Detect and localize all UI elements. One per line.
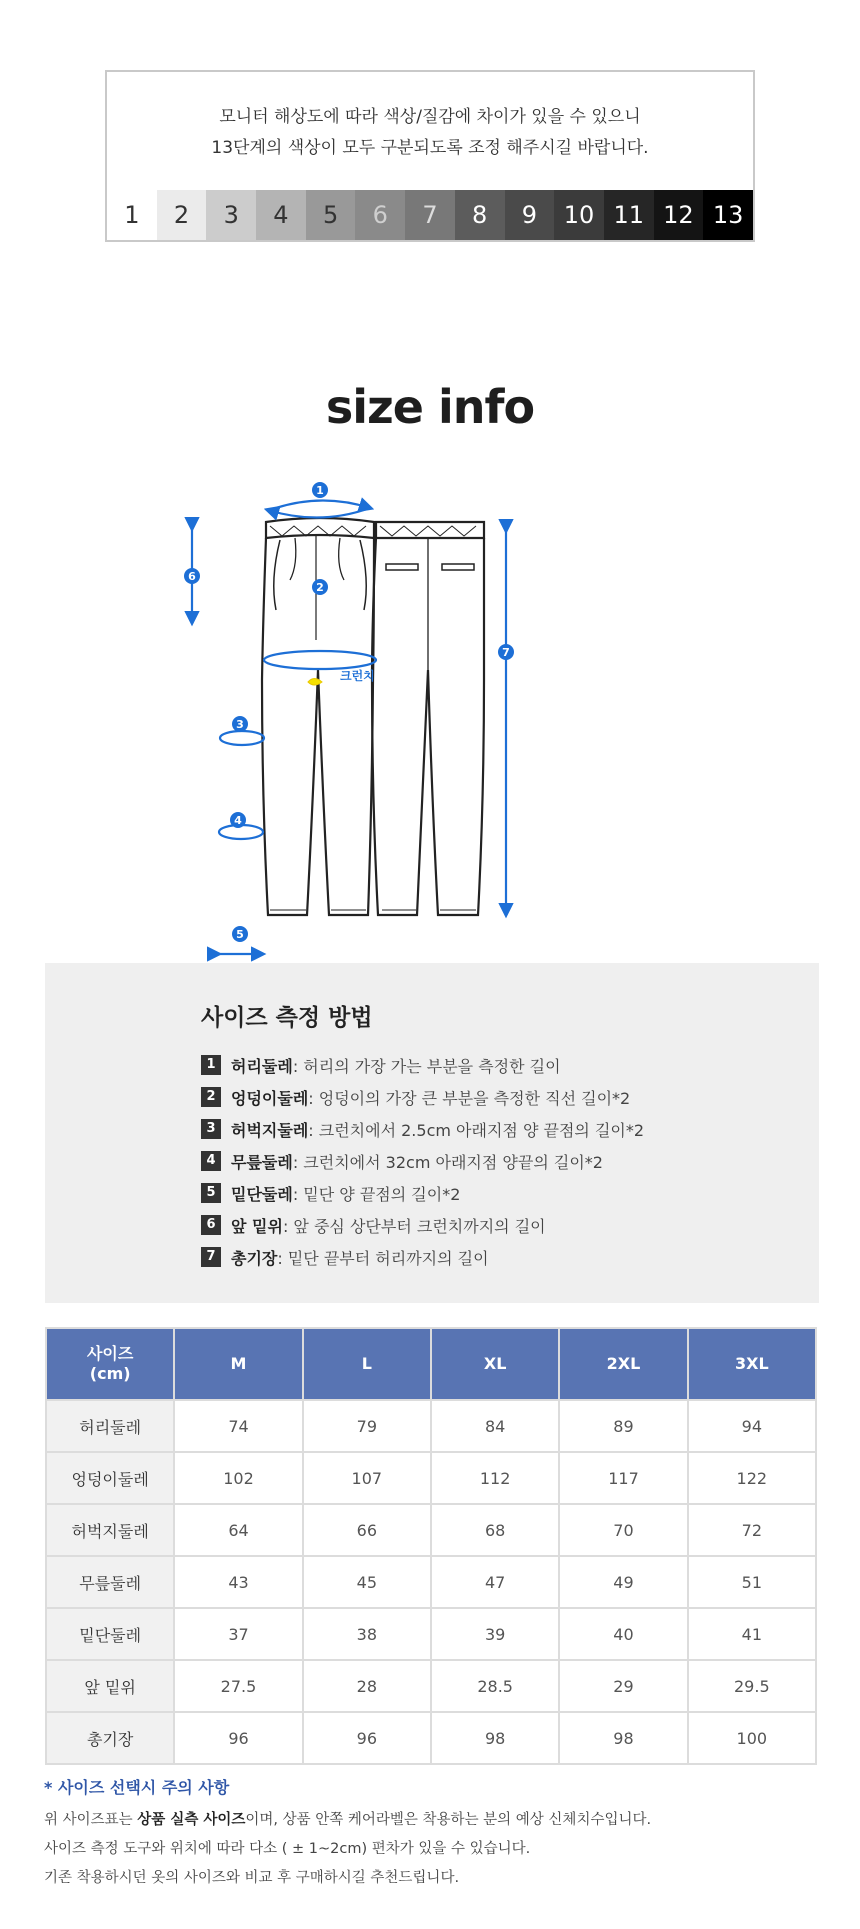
table-cell: 64	[174, 1504, 302, 1556]
method-item	[201, 1049, 644, 1081]
method-item-desc: : 크런치에서 2.5cm 아래지점 양 끝점의 길이*2	[308, 1120, 645, 1140]
grayscale-step: 10	[554, 190, 604, 240]
grayscale-step: 9	[505, 190, 555, 240]
size-notes	[44, 1775, 824, 1893]
row-label: 허리둘레	[46, 1400, 174, 1452]
notes-line-2: 사이즈 측정 도구와 위치에 따라 다소 ( ± 1~2cm) 편차가 있을 수 있습니다.	[44, 1841, 531, 1857]
method-item-term: 엉덩이둘레	[231, 1088, 309, 1108]
method-item	[201, 1113, 644, 1145]
size-column-header: M	[174, 1328, 302, 1400]
row-label: 앞 밑위	[46, 1660, 174, 1712]
method-item-term: 총기장	[231, 1248, 278, 1268]
method-item	[201, 1209, 644, 1241]
table-row	[46, 1504, 816, 1556]
method-item	[201, 1241, 644, 1273]
method-item-desc: : 엉덩이의 가장 큰 부분을 측정한 직선 길이*2	[308, 1088, 631, 1108]
table-cell: 38	[303, 1608, 431, 1660]
table-cell: 43	[174, 1556, 302, 1608]
method-item-term: 허리둘레	[231, 1056, 293, 1076]
table-row	[46, 1452, 816, 1504]
table-cell: 70	[559, 1504, 687, 1556]
table-cell: 89	[559, 1400, 687, 1452]
table-cell: 112	[431, 1452, 559, 1504]
table-cell: 66	[303, 1504, 431, 1556]
table-cell: 72	[688, 1504, 816, 1556]
method-heading: 사이즈 측정 방법	[201, 1005, 373, 1031]
grayscale-step: 5	[306, 190, 356, 240]
marker-2-label: 2	[316, 581, 324, 594]
table-cell: 96	[303, 1712, 431, 1764]
method-item-term: 밑단둘레	[231, 1184, 293, 1204]
marker-5-label: 5	[236, 928, 244, 941]
table-cell: 39	[431, 1608, 559, 1660]
method-item-desc: : 밑단 끝부터 허리까지의 길이	[277, 1248, 489, 1268]
method-item-term: 앞 밑위	[231, 1216, 283, 1236]
method-item-number: 1	[201, 1055, 221, 1075]
size-table	[45, 1327, 817, 1765]
marker-4-label: 4	[234, 814, 242, 827]
grayscale-step: 11	[604, 190, 654, 240]
table-cell: 45	[303, 1556, 431, 1608]
row-label: 무릎둘레	[46, 1556, 174, 1608]
size-table-body	[46, 1400, 816, 1764]
size-header-cell	[46, 1328, 174, 1400]
table-cell: 49	[559, 1556, 687, 1608]
grayscale-step: 7	[405, 190, 455, 240]
grayscale-step: 8	[455, 190, 505, 240]
size-header-label: 사이즈	[86, 1344, 134, 1363]
table-row	[46, 1660, 816, 1712]
method-item-desc: : 밑단 양 끝점의 길이*2	[292, 1184, 461, 1204]
method-item-number: 6	[201, 1215, 221, 1235]
notes-line-3: 기존 착용하시던 옷의 사이즈와 비교 후 구매하시길 추천드립니다.	[44, 1870, 460, 1886]
grayscale-step: 1	[107, 190, 157, 240]
method-item-number: 2	[201, 1087, 221, 1107]
notes-line-1-post: 이며, 상품 안쪽 케어라벨은 착용하는 분의 예상 신체치수입니다.	[245, 1812, 652, 1828]
method-item-number: 7	[201, 1247, 221, 1267]
row-label: 허벅지둘레	[46, 1504, 174, 1556]
table-cell: 29.5	[688, 1660, 816, 1712]
table-cell: 40	[559, 1608, 687, 1660]
table-row	[46, 1712, 816, 1764]
marker-7-label: 7	[502, 646, 510, 659]
size-column-header: 3XL	[688, 1328, 816, 1400]
row-label: 밑단둘레	[46, 1608, 174, 1660]
grayscale-step: 13	[703, 190, 753, 240]
table-cell: 98	[431, 1712, 559, 1764]
method-item-number: 3	[201, 1119, 221, 1139]
table-cell: 122	[688, 1452, 816, 1504]
table-cell: 79	[303, 1400, 431, 1452]
marker-1-label: 1	[316, 484, 324, 497]
grayscale-step: 3	[206, 190, 256, 240]
pants-measurement-diagram	[188, 470, 650, 950]
grayscale-step: 12	[654, 190, 704, 240]
size-column-header: 2XL	[559, 1328, 687, 1400]
crotch-highlight	[308, 679, 322, 686]
grayscale-step: 4	[256, 190, 306, 240]
method-item	[201, 1177, 644, 1209]
marker-6-label: 6	[188, 570, 196, 583]
method-list	[201, 1049, 644, 1273]
table-cell: 27.5	[174, 1660, 302, 1712]
monitor-notice-text	[107, 102, 753, 164]
table-cell: 84	[431, 1400, 559, 1452]
table-cell: 94	[688, 1400, 816, 1452]
method-item-number: 5	[201, 1183, 221, 1203]
notes-line-1-pre: 위 사이즈표는	[44, 1812, 138, 1828]
row-label: 총기장	[46, 1712, 174, 1764]
table-cell: 51	[688, 1556, 816, 1608]
notes-heading: * 사이즈 선택시 주의 사항	[44, 1778, 230, 1797]
method-item-desc: : 허리의 가장 가는 부분을 측정한 길이	[292, 1056, 561, 1076]
table-cell: 117	[559, 1452, 687, 1504]
size-table-header-row	[46, 1328, 816, 1400]
back-pants-drawing	[372, 522, 484, 915]
page-title: size info	[325, 380, 535, 434]
notes-line-1-bold: 상품 실측 사이즈	[137, 1812, 246, 1828]
method-item	[201, 1081, 644, 1113]
table-row	[46, 1608, 816, 1660]
table-cell: 74	[174, 1400, 302, 1452]
method-item-term: 무릎둘레	[231, 1152, 293, 1172]
crotch-label: 크런치	[340, 669, 375, 683]
method-item-number: 4	[201, 1151, 221, 1171]
grayscale-step: 2	[157, 190, 207, 240]
size-column-header: L	[303, 1328, 431, 1400]
table-cell: 28.5	[431, 1660, 559, 1712]
table-cell: 96	[174, 1712, 302, 1764]
marker-3-label: 3	[236, 718, 244, 731]
table-cell: 68	[431, 1504, 559, 1556]
method-item-desc: : 크런치에서 32cm 아래지점 양끝의 길이*2	[292, 1152, 603, 1172]
size-column-header: XL	[431, 1328, 559, 1400]
notice-line-2: 13단계의 색상이 모두 구분되도록 조정 해주시길 바랍니다.	[211, 138, 649, 158]
table-cell: 100	[688, 1712, 816, 1764]
table-cell: 29	[559, 1660, 687, 1712]
table-cell: 47	[431, 1556, 559, 1608]
method-item-term: 허벅지둘레	[231, 1120, 309, 1140]
size-header-unit: (cm)	[89, 1364, 131, 1383]
front-pants-drawing	[262, 518, 374, 915]
monitor-notice-box	[105, 70, 755, 242]
table-cell: 98	[559, 1712, 687, 1764]
table-cell: 37	[174, 1608, 302, 1660]
table-cell: 102	[174, 1452, 302, 1504]
grayscale-strip	[107, 190, 753, 240]
table-row	[46, 1400, 816, 1452]
table-cell: 107	[303, 1452, 431, 1504]
measurement-method-panel	[45, 963, 819, 1303]
table-cell: 28	[303, 1660, 431, 1712]
row-label: 엉덩이둘레	[46, 1452, 174, 1504]
method-item	[201, 1145, 644, 1177]
table-cell: 41	[688, 1608, 816, 1660]
table-row	[46, 1556, 816, 1608]
method-item-desc: : 앞 중심 상단부터 크런치까지의 길이	[282, 1216, 546, 1236]
notes-line-1	[44, 1806, 824, 1835]
notice-line-1: 모니터 해상도에 따라 색상/질감에 차이가 있을 수 있으니	[219, 107, 641, 127]
grayscale-step: 6	[355, 190, 405, 240]
